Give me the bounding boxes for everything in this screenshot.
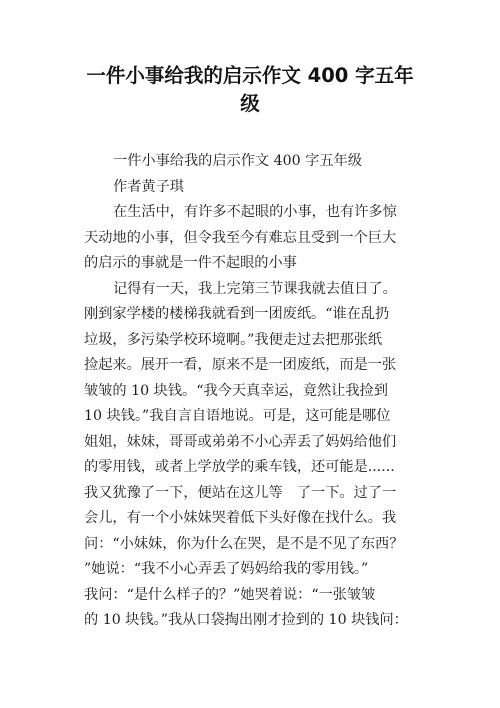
paragraph-line: 天动地的小事，但令我至今有难忘且受到一个巨大	[84, 229, 397, 246]
paragraph-line: 问：“小妹妹，你为什么在哭，是不是不见了东西？	[84, 535, 404, 552]
subtitle-line: 一件小事给我的启示作文 400 字五年级	[113, 153, 362, 169]
document-title	[40, 62, 460, 118]
title-line: 一件小事给我的启示作文 400 字五年	[86, 64, 414, 87]
paragraph-line: 捡起来。展开一看，原来不是一团废纸，而是一张	[84, 357, 397, 373]
paragraph-line: ”她说：“我不小心弄丢了妈妈给我的零用钱。”	[84, 561, 369, 577]
paragraph-line: 会儿，有一个小妹妹哭着低下头好像在找什么。我	[84, 510, 397, 526]
title-line: 级	[240, 92, 260, 115]
paragraph-line: 皱皱的 10 块钱。“我今天真幸运，竟然让我捡到	[84, 382, 388, 399]
paragraph-line: 我问：“是什么样子的？”她哭着说：“一张皱皱	[84, 586, 376, 603]
paragraph-line: 垃圾，多污染学校环境啊。”我便走过去把那张纸	[84, 331, 383, 348]
paragraph-line: 的启示的事就是一件不起眼的小事	[84, 255, 297, 271]
author-line: 作者黄子琪	[113, 178, 184, 195]
paragraph-line: 10 块钱。”我自言自语地说。可是，这可能是哪位	[84, 408, 391, 424]
document-body	[84, 149, 424, 634]
paragraph-line: 我又犹豫了一下，便站在这儿等 了一下。过了一	[84, 484, 397, 501]
paragraph-line: 在生活中，有许多不起眼的小事，也有许多惊	[113, 204, 397, 220]
paragraph-line: 刚到家学楼的楼梯我就看到一团废纸。“谁在乱扔	[84, 306, 390, 322]
paragraph-line: 姐姐，妹妹，哥哥或弟弟不小心弄丢了妈妈给他们	[84, 433, 397, 450]
paragraph-line: 的 10 块钱。”我从口袋掏出刚才捡到的 10 块钱问：	[84, 612, 408, 628]
paragraph-line: 记得有一天，我上完第三节课我就去值日了。	[113, 280, 397, 297]
paragraph-line: 的零用钱，或者上学放学的乘车钱，还可能是......	[84, 459, 395, 475]
